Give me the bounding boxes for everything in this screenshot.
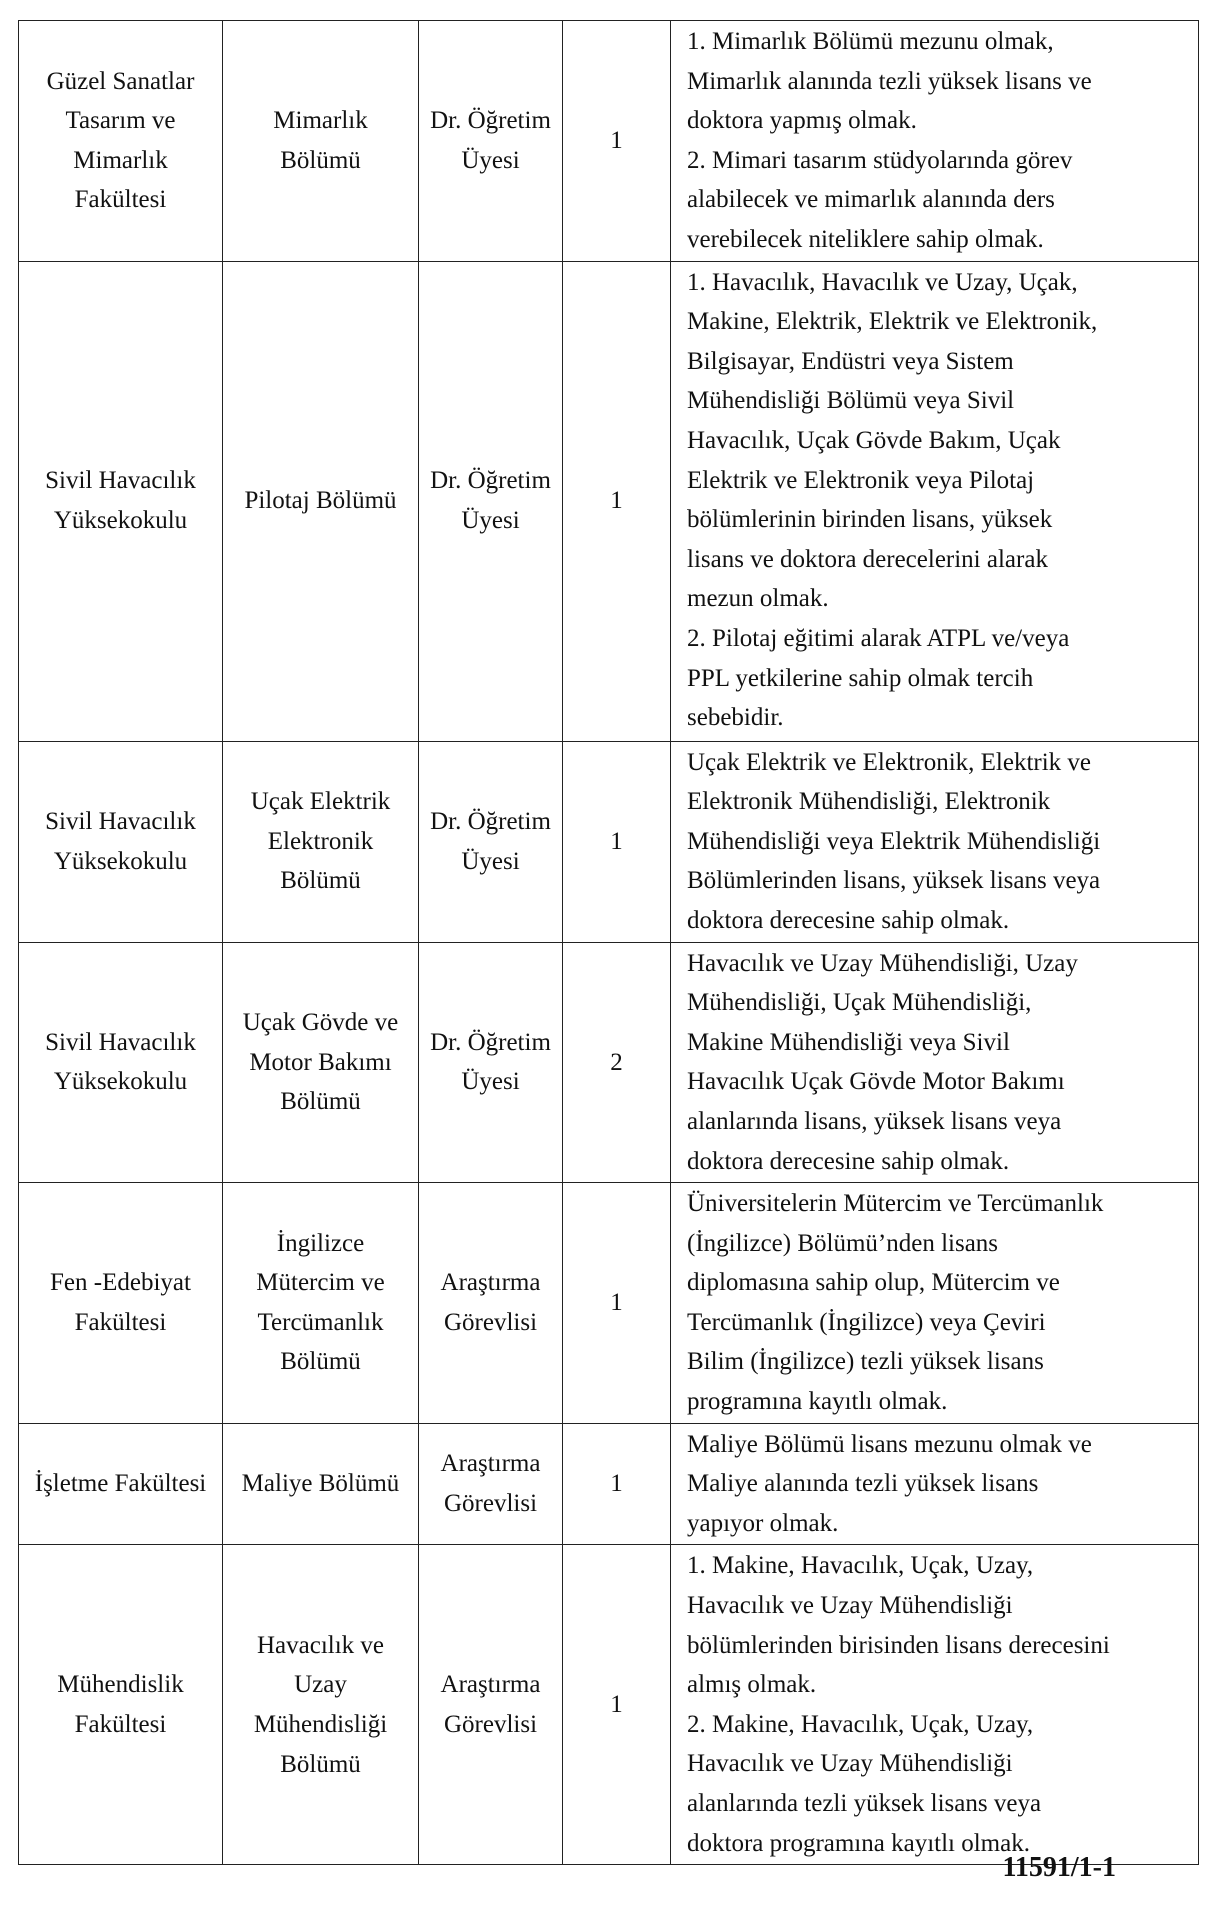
department-text: Mimarlık Bölümü <box>273 107 368 174</box>
title-text: Dr. Öğretim Üyesi <box>430 107 551 174</box>
table-row <box>19 1423 1199 1545</box>
requirement-line: programına kayıtlı olmak. <box>687 1388 948 1416</box>
unit-cell <box>19 942 223 1183</box>
department-text: Uçak Gövde ve Motor Bakımı Bölümü <box>242 1008 399 1116</box>
requirement-line: Havacılık ve Uzay Mühendisliği <box>687 1592 1013 1620</box>
requirement-line: 2. Makine, Havacılık, Uçak, Uzay, <box>687 1710 1034 1738</box>
requirement-line: Mimarlık alanında tezli yüksek lisans ve <box>687 67 1092 95</box>
requirement-line: 1. Havacılık, Havacılık ve Uzay, Uçak, <box>687 268 1078 296</box>
requirement-line: Makine Mühendisliği veya Sivil <box>687 1028 1010 1056</box>
requirement-line: doktora programına kayıtlı olmak. <box>687 1829 1030 1857</box>
requirement-line: bölümlerinden birisinden lisans derecesini <box>687 1631 1110 1659</box>
count-cell <box>563 1545 671 1865</box>
department-cell <box>223 1545 419 1865</box>
requirement-line: PPL yetkilerine sahip olmak tercih <box>687 664 1034 692</box>
requirements-cell <box>671 942 1199 1183</box>
unit-cell <box>19 261 223 741</box>
table-row <box>19 942 1199 1183</box>
count-text: 1 <box>610 1691 623 1719</box>
requirement-line: Maliye Bölümü lisans mezunu olmak ve <box>687 1430 1092 1458</box>
requirement-line: 1. Makine, Havacılık, Uçak, Uzay, <box>687 1552 1034 1580</box>
title-cell <box>419 1183 563 1424</box>
title-cell <box>419 1423 563 1545</box>
department-cell <box>223 741 419 942</box>
requirement-line: Elektrik ve Elektronik veya Pilotaj <box>687 466 1035 494</box>
unit-cell <box>19 21 223 262</box>
title-cell <box>419 1545 563 1865</box>
requirement-line: doktora yapmış olmak. <box>687 107 917 135</box>
department-cell <box>223 21 419 262</box>
table-row <box>19 1545 1199 1865</box>
requirement-line: Bilim (İngilizce) tezli yüksek lisans <box>687 1348 1044 1376</box>
requirement-line: alanlarında lisans, yüksek lisans veya <box>687 1107 1062 1135</box>
department-text: Uçak Elektrik Elektronik Bölümü <box>250 788 391 895</box>
requirement-line: bölümlerinin birinden lisans, yüksek <box>687 506 1053 534</box>
count-text: 1 <box>610 1289 623 1317</box>
title-text: Araştırma Görevlisi <box>440 1450 541 1518</box>
requirements-cell <box>671 741 1199 942</box>
requirement-line: mezun olmak. <box>687 585 829 613</box>
requirement-line: Havacılık ve Uzay Mühendisliği <box>687 1750 1013 1778</box>
count-cell <box>563 261 671 741</box>
table-row <box>19 1183 1199 1424</box>
department-cell <box>223 942 419 1183</box>
unit-text: Sivil Havacılık Yüksekokulu <box>45 1028 196 1096</box>
title-text: Dr. Öğretim Üyesi <box>430 467 551 535</box>
unit-cell <box>19 1183 223 1424</box>
requirements-cell <box>671 1423 1199 1545</box>
title-text: Araştırma Görevlisi <box>440 1269 541 1336</box>
requirements-cell <box>671 1545 1199 1865</box>
count-cell <box>563 942 671 1183</box>
requirement-line: 2. Mimari tasarım stüdyolarında görev <box>687 146 1073 174</box>
count-cell <box>563 1183 671 1424</box>
requirement-line: Havacılık ve Uzay Mühendisliği, Uzay <box>687 949 1078 977</box>
unit-text: Mühendislik Fakültesi <box>57 1671 184 1738</box>
title-text: Dr. Öğretim Üyesi <box>430 1028 551 1096</box>
requirement-line: 2. Pilotaj eğitimi alarak ATPL ve/veya <box>687 624 1070 652</box>
title-cell <box>419 942 563 1183</box>
count-text: 1 <box>610 487 623 515</box>
requirement-line: Bilgisayar, Endüstri veya Sistem <box>687 347 1014 375</box>
department-text: İngilizce Mütercim ve Tercümanlık Bölümü <box>256 1229 385 1376</box>
requirement-line: Makine, Elektrik, Elektrik ve Elektronik, <box>687 308 1098 336</box>
count-cell <box>563 741 671 942</box>
department-cell <box>223 1183 419 1424</box>
department-text: Pilotaj Bölümü <box>244 487 397 515</box>
title-text: Araştırma Görevlisi <box>440 1671 541 1738</box>
count-text: 1 <box>610 1470 623 1498</box>
unit-cell <box>19 1545 223 1865</box>
table-row <box>19 21 1199 262</box>
requirement-line: Havacılık, Uçak Gövde Bakım, Uçak <box>687 426 1061 454</box>
requirement-line: lisans ve doktora derecelerini alarak <box>687 545 1048 573</box>
requirement-line: sebebidir. <box>687 704 784 732</box>
unit-text: Güzel Sanatlar Tasarım ve Mimarlık Fakültesi <box>46 67 195 214</box>
department-text: Maliye Bölümü <box>241 1470 400 1498</box>
title-cell <box>419 261 563 741</box>
requirement-line: yapıyor olmak. <box>687 1509 839 1537</box>
department-text: Havacılık ve Uzay Mühendisliği Bölümü <box>253 1631 388 1778</box>
document-reference-code: 11591/1-1 <box>1002 1852 1116 1883</box>
requirement-line: doktora derecesine sahip olmak. <box>687 1147 1010 1175</box>
unit-text: Sivil Havacılık Yüksekokulu <box>45 467 196 535</box>
table-row <box>19 261 1199 741</box>
requirement-line: Uçak Elektrik ve Elektronik, Elektrik ve <box>687 748 1092 776</box>
requirement-line: Bölümlerinden lisans, yüksek lisans veya <box>687 867 1101 895</box>
requirement-line: verebilecek niteliklere sahip olmak. <box>687 225 1044 253</box>
requirement-line: Üniversitelerin Mütercim ve Tercümanlık <box>687 1190 1104 1218</box>
requirement-line: Maliye alanında tezli yüksek lisans <box>687 1470 1039 1498</box>
unit-cell <box>19 741 223 942</box>
requirement-line: doktora derecesine sahip olmak. <box>687 906 1010 934</box>
unit-text: Fen -Edebiyat Fakültesi <box>50 1269 191 1336</box>
count-cell <box>563 21 671 262</box>
requirement-line: Tercümanlık (İngilizce) veya Çeviri <box>687 1308 1046 1336</box>
count-cell <box>563 1423 671 1545</box>
requirements-cell <box>671 21 1199 262</box>
department-cell <box>223 261 419 741</box>
table-row <box>19 741 1199 942</box>
title-cell <box>419 741 563 942</box>
count-text: 2 <box>610 1048 623 1076</box>
requirement-line: (İngilizce) Bölümü’nden lisans <box>687 1229 999 1257</box>
requirement-line: diplomasına sahip olup, Mütercim ve <box>687 1269 1060 1297</box>
title-cell <box>419 21 563 262</box>
requirement-line: Havacılık Uçak Gövde Motor Bakımı <box>687 1068 1065 1096</box>
requirement-line: alanlarında tezli yüksek lisans veya <box>687 1790 1042 1817</box>
requirement-line: Elektronik Mühendisliği, Elektronik <box>687 788 1051 816</box>
department-cell <box>223 1423 419 1545</box>
requirements-cell <box>671 261 1199 741</box>
unit-cell <box>19 1423 223 1545</box>
count-text: 1 <box>610 827 623 855</box>
count-text: 1 <box>610 126 623 154</box>
unit-text: Sivil Havacılık Yüksekokulu <box>45 807 196 875</box>
requirement-line: alabilecek ve mimarlık alanında ders <box>687 186 1055 214</box>
requirement-line: Mühendisliği, Uçak Mühendisliği, <box>687 989 1032 1017</box>
unit-text: İşletme Fakültesi <box>34 1470 207 1498</box>
requirement-line: Mühendisliği Bölümü veya Sivil <box>687 387 1015 415</box>
requirement-line: 1. Mimarlık Bölümü mezunu olmak, <box>687 28 1054 55</box>
title-text: Dr. Öğretim Üyesi <box>430 807 551 875</box>
requirement-line: almış olmak. <box>687 1671 817 1699</box>
requirement-line: Mühendisliği veya Elektrik Mühendisliği <box>687 827 1101 855</box>
requirements-cell <box>671 1183 1199 1424</box>
positions-table <box>18 20 1199 1865</box>
